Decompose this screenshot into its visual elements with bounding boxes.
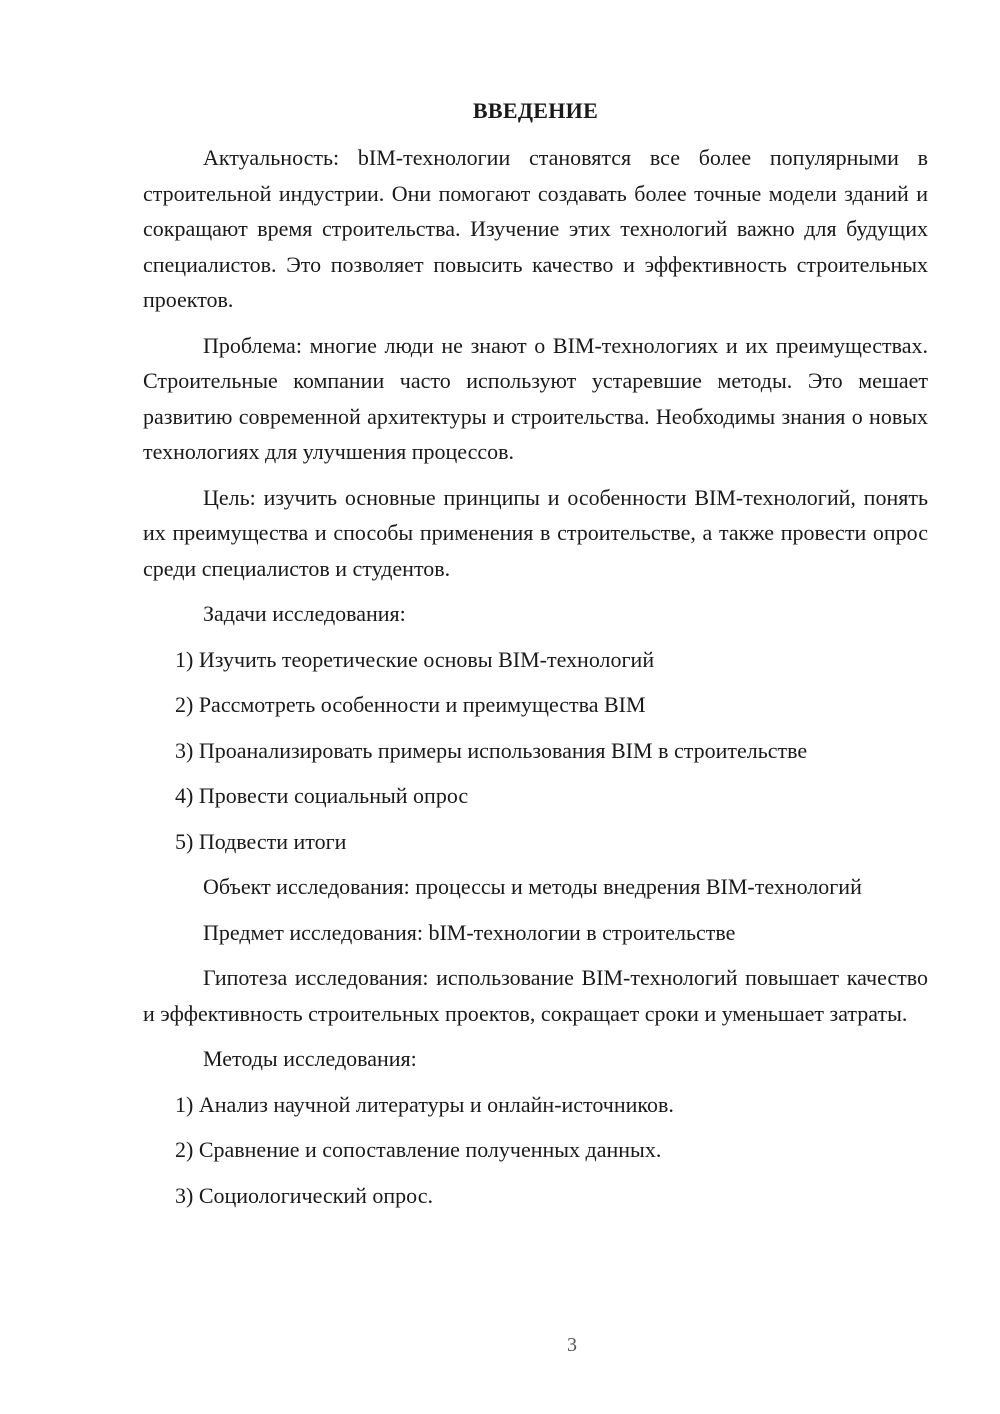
task-item: 3) Проанализировать примеры использования BIM в строительстве <box>175 737 808 763</box>
method-item: 3) Социологический опрос. <box>175 1182 433 1208</box>
subject-paragraph: Предмет исследования: bIM-технологии в строительстве <box>203 919 736 945</box>
task-item: 1) Изучить теоретические основы BIM-технологий <box>175 646 655 672</box>
tasks-label: Задачи исследования: <box>203 601 406 626</box>
methods-list <box>143 1087 928 1214</box>
relevance-paragraph: Актуальность: bIM-технологии становятся все более популярными в строительной индустрии. Они помогают создавать более точные модели зданий и сокращают время строительства. Изучение этих технологий важно для будущих специалистов. Это позволяет повысить качество и эффективность строительных проектов. <box>143 145 928 312</box>
goal-paragraph: Цель: изучить основные принципы и особенности BIM-технологий, понять их преимущества и способы применения в строительстве, а также провести опрос среди специалистов и студентов. <box>143 484 928 581</box>
task-item: 4) Провести социальный опрос <box>175 783 469 808</box>
method-item: 1) Анализ научной литературы и онлайн-источников. <box>175 1091 674 1117</box>
task-item: 2) Рассмотреть особенности и преимущества BIM <box>175 692 646 717</box>
page-content <box>143 94 928 1223</box>
task-item: 5) Подвести итоги <box>175 828 347 854</box>
hypothesis-paragraph: Гипотеза исследования: использование BIM-технологий повышает качество и эффективность строительных проектов, сокращает сроки и уменьшает затраты. <box>143 965 928 1026</box>
object-paragraph: Объект исследования: процессы и методы внедрения BIM-технологий <box>203 874 862 899</box>
method-item: 2) Сравнение и сопоставление полученных данных. <box>175 1137 662 1162</box>
methods-label: Методы исследования: <box>203 1046 417 1071</box>
page-number: 3 <box>567 1334 577 1356</box>
tasks-list <box>143 642 928 860</box>
page-heading: ВВЕДЕНИЕ <box>472 98 599 123</box>
problem-paragraph: Проблема: многие люди не знают о BIM-технологиях и их преимуществах. Строительные компании часто используют устаревшие методы. Это мешает развитию современной архитектуры и строительства. Необходимы знания о новых технологиях для улучшения процессов. <box>143 332 928 464</box>
